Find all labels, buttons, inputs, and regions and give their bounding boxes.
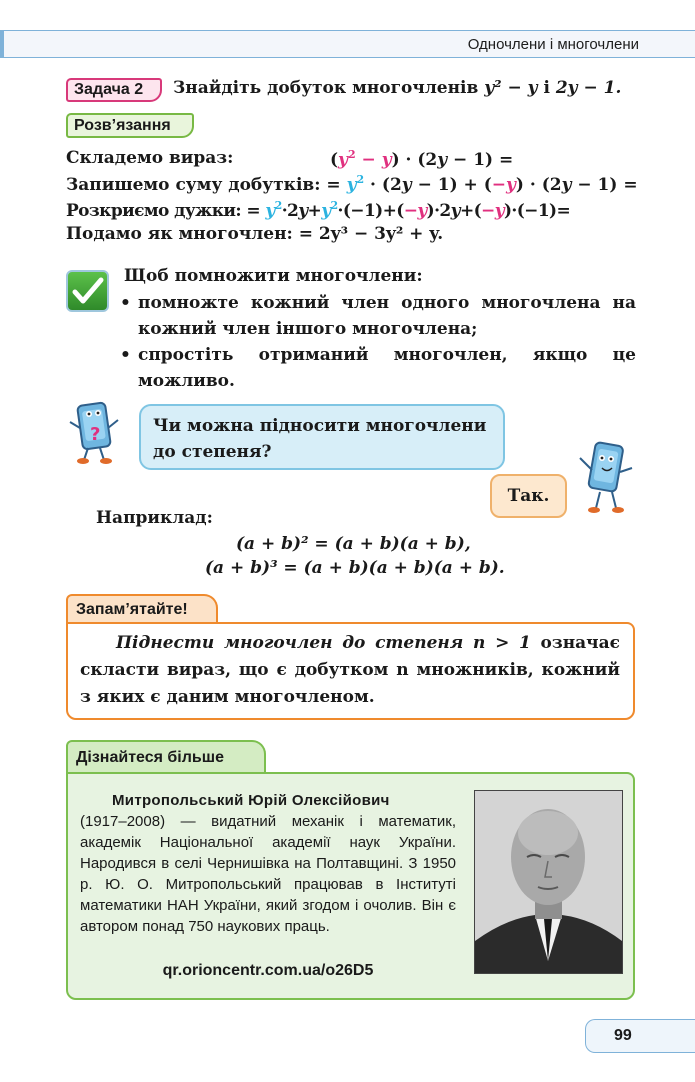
- remember-text: Піднести многочлен до степеня n > 1 означає скласти вираз, що є добутком n множників, кожний з яких є даним многочленом.: [80, 633, 620, 707]
- solution-step-4: [66, 224, 443, 244]
- step-label: Розкриємо дужки:: [66, 201, 242, 221]
- step-math: = $y^2\cdot 2y+y^2\cdot(-1)+(-y)\cdot 2y+(-y)\cdot(-1)=$: [246, 199, 571, 221]
- biography-text: (1917–2008) — видатний механік і математик, академік Національної академії наук України. Народився в селі Чернишівка на Полтавщині. З 1950 р. Ю. О. Митропольський працював в Інституті математики НАН України, який згодом і очолив. Він є автором понад 750 наукових праць.: [80, 813, 456, 935]
- task-badge: Задача 2: [66, 78, 162, 102]
- remember-badge: Запам’ятайте!: [66, 594, 218, 624]
- formula-cube: (a + b)³ = (a + b)(a + b)(a + b).: [205, 558, 505, 578]
- answer-bubble: Так.: [490, 474, 567, 518]
- step-result: = 2y³ − 3y² + y.: [292, 224, 444, 244]
- step-label: Складемо вираз:: [66, 148, 234, 168]
- solution-badge: Розв’язання: [66, 113, 194, 138]
- solution-step-1: [66, 148, 514, 170]
- qr-link[interactable]: qr.orioncentr.com.ua/o26D5: [162, 962, 374, 979]
- rule-list: [116, 290, 636, 394]
- page-number: 99: [585, 1019, 695, 1053]
- scientist-name: Митропольський Юрій Олексійович: [112, 792, 390, 809]
- svg-text:?: ?: [90, 424, 101, 445]
- question-bubble: Чи можна підносити многочлени до степеня?: [139, 404, 505, 470]
- phone-mascot-left-icon: [62, 398, 132, 468]
- phone-mascot-right-icon: [572, 438, 642, 520]
- step-math: $(y^2 - y) \cdot (2y - 1)$ =: [330, 148, 514, 170]
- step-label: Запишемо суму добутків:: [66, 175, 321, 195]
- rule-bullet: • помножте кожний член одного многочлена на кожний член іншого многочлена;: [116, 290, 636, 342]
- formula-square: (a + b)² = (a + b)(a + b),: [236, 534, 471, 554]
- rule-title: Щоб помножити многочлени:: [124, 266, 423, 286]
- learn-more-badge: Дізнайтеся більше: [66, 740, 266, 774]
- task-text: Знайдіть добуток многочленів y² − y і 2y − 1.: [173, 78, 622, 98]
- biography: [80, 790, 456, 937]
- solution-step-3: [66, 199, 570, 221]
- step-label: Подамо як многочлен:: [66, 224, 293, 244]
- step-math: = $y^2 \cdot (2y - 1) + (-y) \cdot (2y - 1)$ =: [326, 173, 638, 195]
- check-icon: [66, 270, 109, 312]
- solution-step-2: [66, 173, 638, 195]
- header-accent: [0, 30, 4, 58]
- rule-bullet: • спростіть отриманий многочлен, якщо це можливо.: [116, 342, 636, 394]
- example-label: Наприклад:: [96, 508, 213, 528]
- chapter-title: Одночлени і многочлени: [467, 36, 639, 53]
- portrait-photo: [474, 790, 623, 974]
